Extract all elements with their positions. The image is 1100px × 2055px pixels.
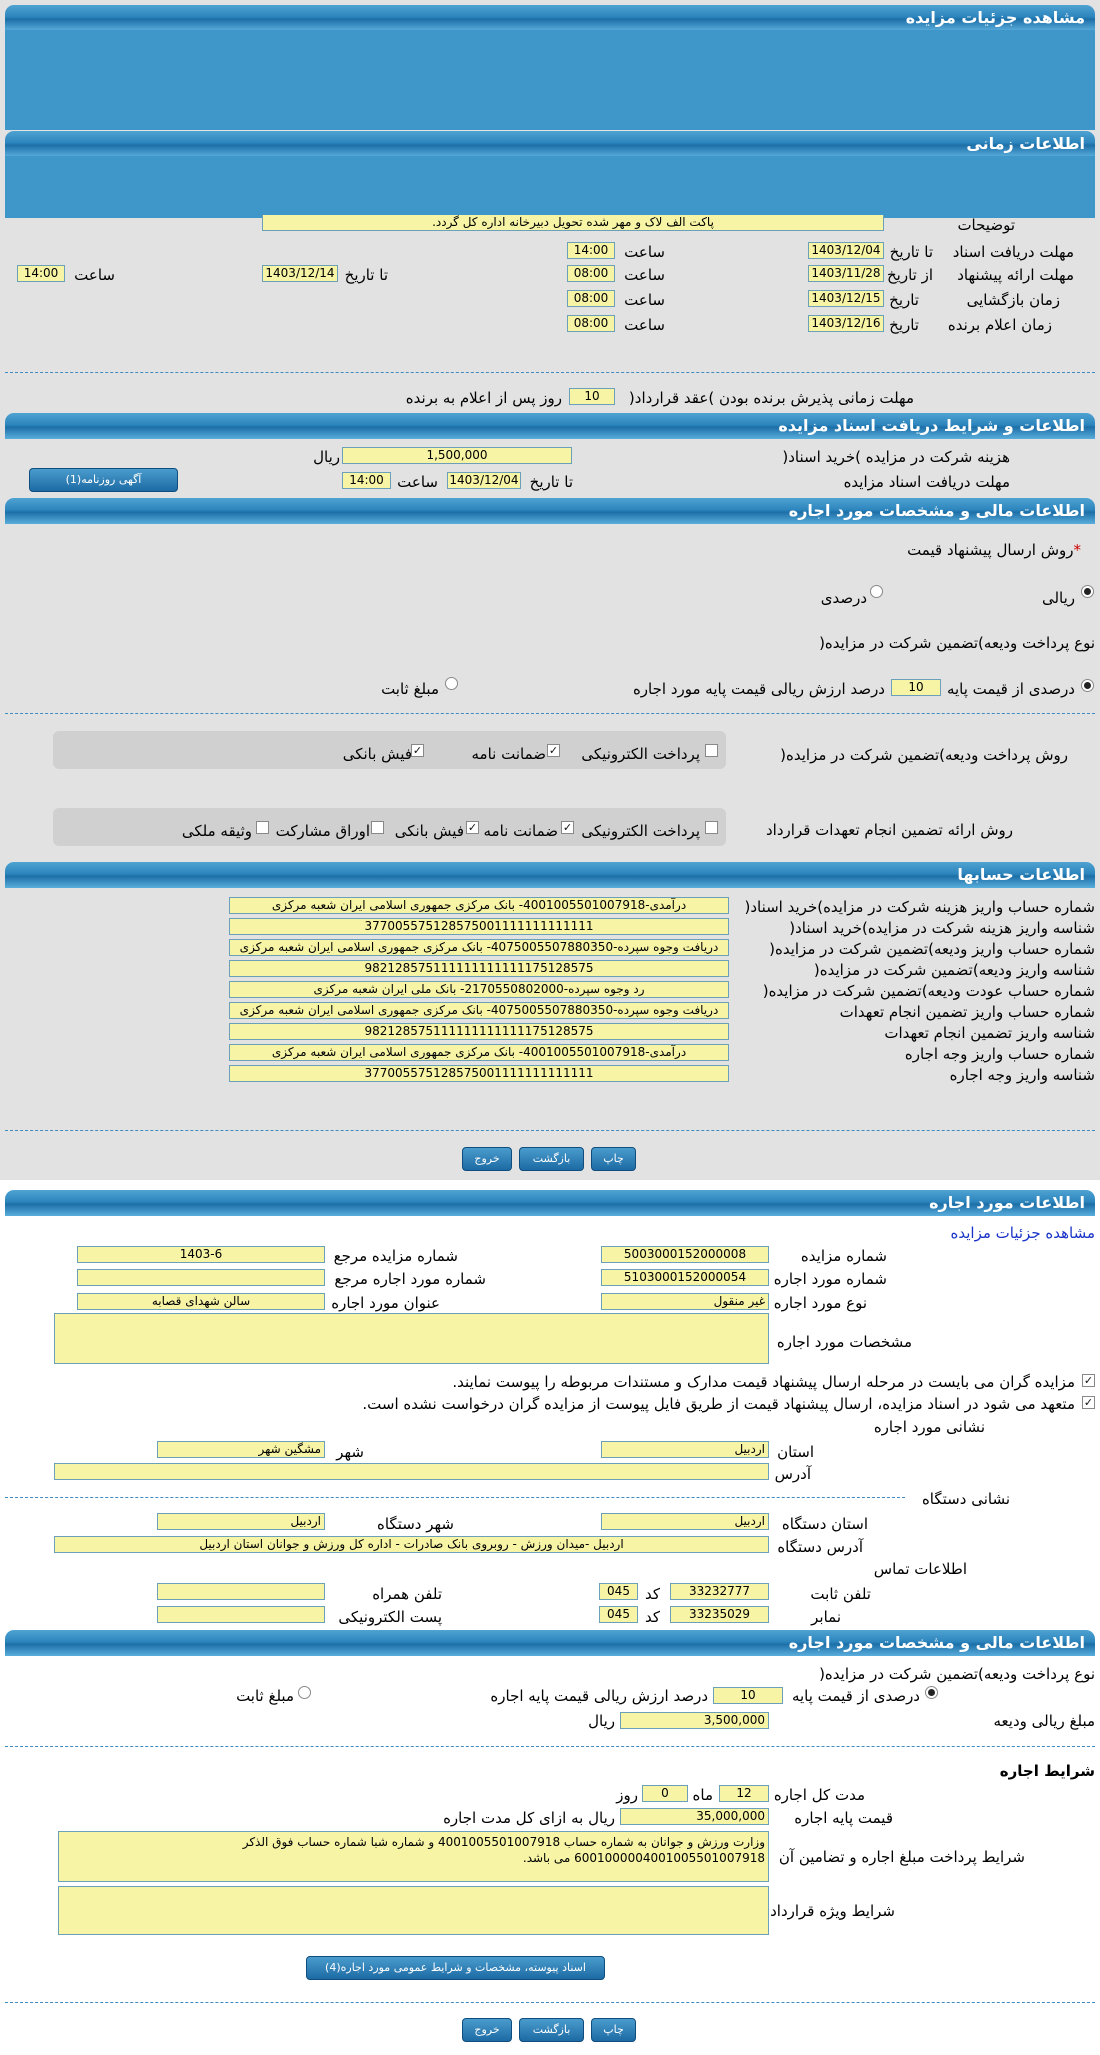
account-row-value: 982128575111111111111175128575 [229,960,729,977]
special-terms-field [58,1886,769,1935]
account-row-value: دريافت وجوه سپرده-4075005507880350- بانک مرکزی جمهوری اسلامی ايران شعبه مرکزی [229,1002,729,1019]
province-label: استان [777,1443,814,1461]
bank-slip-checkbox[interactable] [411,744,424,757]
section-header-lease-item: اطلاعات مورد اجاره [5,1190,1095,1216]
percent-of-base-radio[interactable] [925,1686,938,1699]
offer-from-time: 08:00 [567,265,615,282]
contact-title: اطلاعات تماس [873,1560,967,1578]
percent-suffix: درصد ارزش ريالی قيمت پايه مورد اجاره [632,680,885,698]
divider [5,1497,905,1498]
account-row-value: رد وجوه سپرده-2170550802000- بانک ملی ايران شعبه مرکزی [229,981,729,998]
property-label: وثيقه ملکی [181,822,252,840]
phone-code-label: کد [644,1585,660,1603]
percent-suffix: درصد ارزش ريالی قيمت پايه اجاره [490,1687,708,1705]
date-label: تاريخ [889,316,919,334]
email-field [157,1606,325,1623]
offer-from-date: 1403/11/28 [808,265,884,282]
attached-docs-button[interactable]: اسناد پيوسته، مشخصات و شرايط عمومی مورد اجاره(4) [306,1956,605,1980]
rial-radio[interactable] [1081,585,1094,598]
lease-spec-field [54,1313,769,1364]
opening-label: زمان بازگشايی [966,291,1060,309]
account-row-label: شناسه واريز وديعه)تضمين شرکت در مزايده( [813,961,1095,979]
account-row-label: شماره حساب واريز وجه اجاره [904,1045,1095,1063]
account-row-label: شماره حساب عودت وديعه)تضمين شرکت در مزايده( [762,982,1095,1000]
electronic-label: پرداخت الکترونيکی [581,745,700,763]
month-label: ماه [692,1786,713,1804]
contract-electronic-checkbox[interactable] [705,821,718,834]
acceptance-label: مهلت زمانی پذيرش برنده بودن )عقد قرارداد( [628,389,914,407]
section-header-docs: اطلاعات و شرايط دريافت اسناد مزايده [5,413,1095,439]
offer-to-time: 14:00 [17,265,65,282]
doc-deadline-date: 1403/12/04 [447,472,521,489]
payment-terms-label: شرايط پرداخت مبلغ اجاره و تضامين آن [778,1848,1025,1866]
electronic-checkbox[interactable] [705,744,718,757]
org-city-field: اردبيل [157,1513,325,1530]
back-button[interactable]: بازگشت [519,1147,584,1171]
offer-to-date: 1403/12/14 [262,265,338,282]
account-row-value: دريافت وجوه سپرده-4075005507880350- بانک مرکزی جمهوری اسلامی ايران شعبه مرکزی [229,939,729,956]
payment-method-label: روش پرداخت وديعه)تضمين شرکت در مزايده( [780,746,1068,764]
account-row-label: شناسه واريز وجه اجاره [949,1066,1095,1084]
divider [5,1746,1095,1747]
bonds-label: اوراق مشارکت [275,822,370,840]
account-row-label: شماره حساب واريز تضمين انجام تعهدات [839,1003,1095,1021]
from-date-label: از تاريخ [886,266,933,284]
rial-label: ريال [313,448,340,466]
lease-spec-label: مشخصات مورد اجاره [776,1333,912,1351]
time-label: ساعت [624,266,665,284]
divider [5,713,1095,714]
phone-code-field: 045 [599,1583,638,1600]
time-label: ساعت [397,473,438,491]
to-date-label: تا تاريخ [344,266,388,284]
fax-label: نمابر [811,1608,841,1626]
org-city-label: شهر دستگاه [376,1515,454,1533]
payment-terms-field: وزارت ورزش و جوانان به شماره حساب 4001005501007918 و شماره شبا شماره حساب فوق الذکر 6001000004001005501007918 می باشد. [58,1831,769,1882]
divider [5,1130,1095,1131]
mobile-field [157,1583,325,1600]
opening-date: 1403/12/15 [808,290,884,307]
to-date-label: تا تاريخ [529,473,573,491]
section-header-financial: اطلاعات مالی و مشخصات مورد اجاره [5,498,1095,524]
lease-conditions-title: شرايط اجاره [999,1762,1095,1780]
base-price-label: قيمت پايه اجاره [794,1809,893,1827]
org-address-field: اردبيل -ميدان ورزش - روبروی بانک صادرات - اداره کل ورزش و جوانان استان اردبيل [54,1536,769,1553]
phone-label: تلفن ثابت [810,1585,871,1603]
ref-auction-label: شماره مزايده مرجع [333,1247,458,1265]
lease-number-label: شماره مورد اجاره [773,1270,887,1288]
special-terms-label: شرايط ويژه قرارداد [770,1902,895,1920]
rial-label: ريال [588,1712,615,1730]
doc-deadline-date: 1403/12/04 [808,242,884,259]
percent-radio[interactable] [870,585,883,598]
base-price-field: 35,000,000 [620,1808,769,1825]
time-label: ساعت [624,291,665,309]
contract-bank-slip-checkbox[interactable] [466,821,479,834]
exit-button[interactable]: خروج [462,1147,512,1171]
contract-guarantee-label: روش ارائه تضمين انجام تعهدات قرارداد [766,821,1013,839]
bonds-checkbox[interactable] [371,821,384,834]
no-attachment-checkbox[interactable] [1082,1396,1095,1409]
ref-lease-label: شماره مورد اجاره مرجع [334,1270,486,1288]
section-header-auction-details: مشاهده جزئيات مزايده [5,5,1095,31]
header-banner [5,30,1095,130]
percent-option-label: درصدی [820,589,867,607]
account-row-label: شناسه واريز تضمين انجام تعهدات [884,1024,1095,1042]
exit-button[interactable]: خروج [462,2018,512,2042]
offer-deadline-label: مهلت ارائه پيشنهاد [957,266,1074,284]
ref-lease-field [77,1269,325,1286]
day-label: روز [616,1786,638,1804]
fee-field: 1,500,000 [342,447,572,464]
price-method-label: *روش ارسال پيشنهاد قيمت [907,541,1081,559]
lease-address-title: نشانی مورد اجاره [873,1418,985,1436]
view-auction-details-link[interactable]: مشاهده جزئيات مزايده [950,1224,1095,1242]
newspaper-ad-button[interactable]: آگهی روزنامه(1) [29,468,178,492]
electronic-label: پرداخت الکترونيکی [581,822,700,840]
auction-number-label: شماره مزايده [800,1247,887,1265]
lease-subject-label: عنوان مورد اجاره [331,1294,440,1312]
base-price-suffix: ريال به ازای کل مدت اجاره [443,1809,615,1827]
ref-auction-field: 1403-6 [77,1246,325,1263]
account-row-value: درآمدی-4001005501007918- بانک مرکزی جمهوری اسلامی ايران شعبه مرکزی [229,897,729,914]
duration-label: مدت کل اجاره [773,1786,865,1804]
fax-code-field: 045 [599,1606,638,1623]
contract-guarantee-checkbox[interactable] [561,821,574,834]
city-label: شهر [336,1443,364,1461]
date-label: تاريخ [889,291,919,309]
city-field: مشگين شهر [157,1441,325,1458]
rial-option-label: ريالی [1041,589,1075,607]
attach-docs-checkbox[interactable] [1082,1374,1095,1387]
divider [5,2002,1095,2003]
deposit-type-label: نوع پرداخت وديعه)تضمين شرکت در مزايده( [819,1665,1095,1683]
lease-type-field: غير منقول [601,1293,769,1310]
section-header-accounts: اطلاعات حسابها [5,862,1095,888]
percent-field: 10 [713,1687,783,1704]
print-button[interactable]: چاپ [591,1147,636,1171]
fax-field: 33235029 [670,1606,769,1623]
org-province-field: اردبيل [601,1513,769,1530]
description-field: پاکت الف لاک و مهر شده تحويل دبيرخانه اداره کل گردد. [262,215,884,231]
bank-slip-label: فيش بانکی [342,745,412,763]
org-address-label: آدرس دستگاه [777,1538,863,1556]
auction-number-field: 5003000152000008 [601,1246,769,1263]
back-button[interactable]: بازگشت [519,2018,584,2042]
time-label: ساعت [624,316,665,334]
percent-of-base-radio[interactable] [1081,679,1094,692]
days-field: 0 [642,1785,688,1802]
deposit-amount-field: 3,500,000 [620,1712,769,1729]
doc-deadline-label: مهلت دريافت اسناد مزايده [843,473,1010,491]
time-label: ساعت [624,243,665,261]
section-header-time-info: اطلاعات زمانی [5,131,1095,157]
winner-time: 08:00 [567,315,615,332]
doc-deadline-time: 14:00 [567,242,615,259]
email-label: پست الکترونيکی [338,1608,442,1626]
lease-subject-field: سالن شهدای قصابه [77,1293,325,1310]
months-field: 12 [719,1785,769,1802]
time-label: ساعت [74,266,115,284]
address-field [54,1463,769,1480]
percent-field: 10 [891,679,941,696]
account-row-value: 982128575111111111111175128575 [229,1023,729,1040]
guarantee-checkbox[interactable] [547,744,560,757]
guarantee-label: ضمانت نامه [471,745,546,763]
doc-deadline-label: مهلت دريافت اسناد [952,243,1074,261]
account-row-label: شماره حساب واريز هزينه شرکت در مزايده)خريد اسناد( [744,898,1095,916]
divider [5,372,1095,373]
org-address-title: نشانی دستگاه [921,1490,1010,1508]
bank-slip-label: فيش بانکی [394,822,464,840]
section-header-lease-financial: اطلاعات مالی و مشخصات مورد اجاره [5,1630,1095,1656]
province-field: اردبيل [601,1441,769,1458]
phone-field: 33232777 [670,1583,769,1600]
print-button[interactable]: چاپ [591,2018,636,2042]
acceptance-days: 10 [569,388,615,405]
description-label: توضيحات [957,216,1015,234]
address-label: آدرس [774,1465,811,1483]
account-row-value: 377005575128575001111111111111 [229,918,729,935]
account-row-label: شناسه واريز هزينه شرکت در مزايده)خريد اسناد( [789,919,1095,937]
fax-code-label: کد [644,1608,660,1626]
to-date-label: تا تاريخ [889,243,933,261]
percent-of-base-label: درصدی از قيمت پايه [791,1687,920,1705]
fee-label: هزينه شرکت در مزايده )خريد اسناد( [782,448,1010,466]
doc-deadline-time: 14:00 [342,472,391,489]
lease-number-field: 5103000152000054 [601,1269,769,1286]
time-banner [5,156,1095,218]
account-row-value: درآمدی-4001005501007918- بانک مرکزی جمهوری اسلامی ايران شعبه مرکزی [229,1044,729,1061]
account-row-label: شماره حساب واريز وديعه)تضمين شرکت در مزايده( [769,940,1095,958]
deposit-type-label: نوع پرداخت وديعه)تضمين شرکت در مزايده( [819,634,1095,652]
opening-time: 08:00 [567,290,615,307]
attach-docs-text: مزايده گران می بايست در مرحله ارسال پيشنهاد قيمت مدارک و مستندات مربوطه را پيوست نمايند. [452,1373,1075,1391]
winner-date: 1403/12/16 [808,315,884,332]
deposit-amount-label: مبلغ ريالی وديعه [993,1712,1095,1730]
account-row-value: 377005575128575001111111111111 [229,1065,729,1082]
winner-label: زمان اعلام برنده [947,316,1052,334]
no-attachment-text: متعهد می شود در اسناد مزايده، ارسال پيشنهاد قيمت از طريق فايل پيوست از مزايده گران درخواست نشده است. [362,1395,1075,1413]
lease-type-label: نوع مورد اجاره [773,1294,867,1312]
acceptance-suffix: روز پس از اعلام به برنده [405,389,562,407]
mobile-label: تلفن همراه [372,1585,442,1603]
org-province-label: استان دستگاه [781,1515,868,1533]
property-checkbox[interactable] [256,821,269,834]
fixed-amount-label: مبلغ ثابت [236,1687,294,1705]
fixed-amount-radio[interactable] [445,677,458,690]
guarantee-label: ضمانت نامه [483,822,558,840]
fixed-amount-label: مبلغ ثابت [381,680,439,698]
percent-of-base-label: درصدی از قيمت پايه [946,680,1075,698]
fixed-amount-radio[interactable] [298,1686,311,1699]
